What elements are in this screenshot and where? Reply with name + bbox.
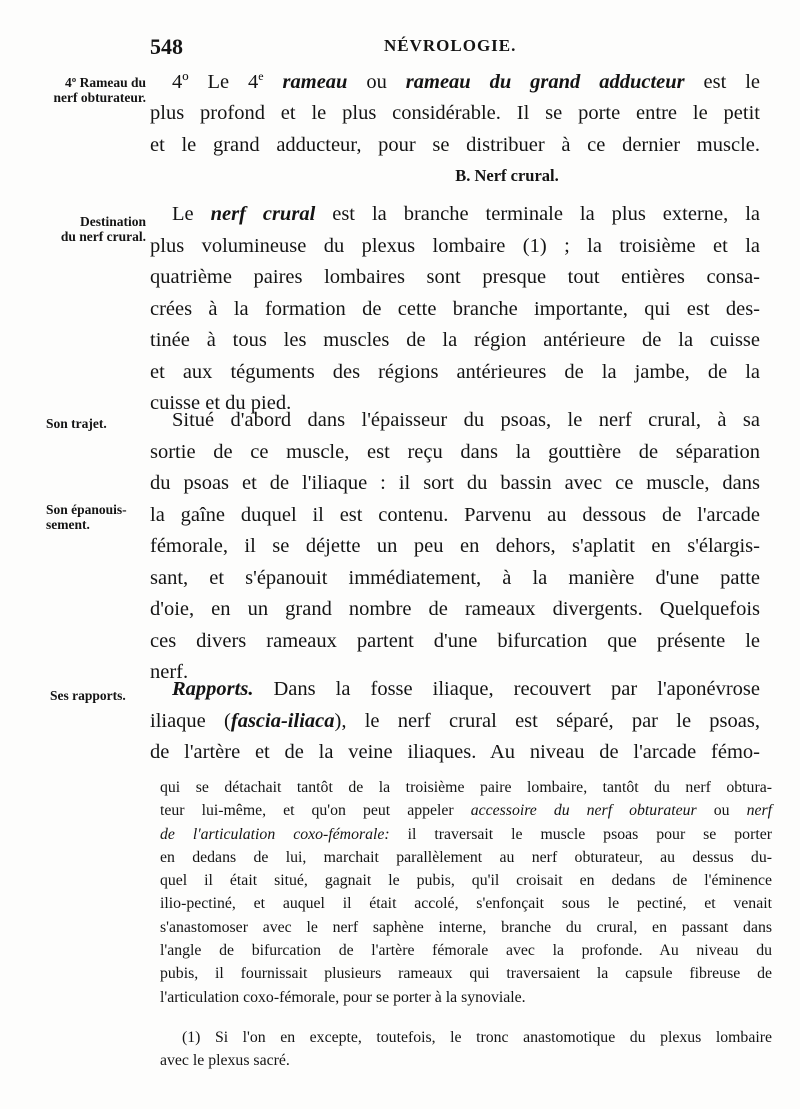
text-line: Le nerf crural est la branche terminale la plus externe, la — [172, 203, 761, 225]
paragraph-rameau-grand-adducteur — [150, 61, 760, 161]
note-line: teur lui-même, et qu'on peut appeler accessoire du nerf obturateur ou nerf — [160, 802, 773, 820]
text-line: cuisse et du pied. — [150, 392, 292, 414]
note-line: qui se détachait tantôt de la troisième paire lombaire, tantôt du nerf obtura- — [160, 779, 772, 796]
text-line: et aux téguments des régions antérieures de la jambe, de la — [150, 360, 760, 383]
text-line: 4º Le 4e rameau ou rameau du grand adducteur est le — [172, 69, 761, 93]
paragraph-trajet — [150, 405, 760, 689]
text-line: Rapports. Dans la fosse iliaque, recouvert par l'aponévrose — [172, 678, 761, 700]
footnote — [160, 1026, 772, 1073]
running-title: NÉVROLOGIE. — [384, 36, 517, 55]
text-line: plus profond et le plus considérable. Il se porte entre le petit — [150, 102, 760, 125]
margin-note-destination: Destination du nerf crural. — [60, 214, 146, 244]
text-line: et le grand adducteur, pour se distribuer à ce dernier muscle. — [150, 133, 760, 156]
note-line: pubis, il fournissait plusieurs rameaux qui traversaient la capsule fibreuse de — [160, 965, 772, 983]
margin-note-epanouissement: Son épanouis- sement. — [46, 502, 127, 532]
text-line: fémorale, il se déjette un peu en dehors, s'aplatit en s'élargis- — [150, 535, 760, 557]
margin-note-trajet: Son trajet. — [46, 416, 107, 431]
text-line: d'oie, en un grand nombre de rameaux divergents. Quelquefois — [150, 598, 760, 620]
text-line: ces divers rameaux partent d'une bifurcation que présente le — [150, 629, 760, 652]
margin-note-rapports: Ses rapports. — [50, 688, 126, 703]
note-line: en dedans de lui, marchait parallèlement au nerf obturateur, au dessus du- — [160, 848, 772, 866]
note-line: quel il était situé, gagnait le pubis, qu'il croisait en dedans de l'éminence — [160, 872, 772, 890]
text-line: Situé d'abord dans l'épaisseur du psoas, le nerf crural, à sa — [172, 409, 760, 431]
note-line: ilio-pectiné, et auquel il était accolé, s'enfonçait sous le pectiné, et venait — [160, 895, 772, 913]
running-header — [0, 34, 800, 60]
text-line: crées à la formation de cette branche importante, qui est des- — [150, 297, 760, 320]
note-line: s'anastomoser avec le nerf saphène interne, branche du crural, en passant dans — [160, 918, 772, 936]
footnote-line: (1) Si l'on en excepte, toutefois, le tronc anastomotique du plexus lombaire — [182, 1029, 772, 1046]
text-line: sant, et s'épanouit immédiatement, à la manière d'une patte — [150, 566, 760, 589]
paragraph-rapports — [150, 674, 760, 769]
paragraph-destination — [150, 199, 760, 420]
text-line: du psoas et de l'iliaque : il sort du bassin avec ce muscle, dans — [150, 472, 760, 494]
text-line: quatrième paires lombaires sont presque tout entières consa- — [150, 266, 760, 288]
continued-note — [160, 776, 772, 1009]
footnote-line: avec le plexus sacré. — [160, 1052, 290, 1070]
margin-note-rameau: 4º Rameau du nerf obturateur. — [53, 75, 146, 105]
text-line: iliaque (fascia-iliaca), le nerf crural est séparé, par le psoas, — [150, 709, 760, 732]
text-line: nerf. — [150, 661, 189, 683]
section-heading: B. Nerf crural. — [455, 166, 559, 185]
text-line: la gaîne duquel il est contenu. Parvenu au dessous de l'arcade — [150, 503, 760, 526]
text-line: plus volumineuse du plexus lombaire (1) ; la troisième et la — [150, 234, 760, 257]
text-line: de l'artère et de la veine iliaques. Au niveau de l'arcade fémo- — [150, 741, 760, 763]
note-line: de l'articulation coxo-fémorale: il traversait le muscle psoas pour se porter — [160, 825, 772, 843]
note-line: l'articulation coxo-fémorale, pour se porter à la synoviale. — [160, 988, 526, 1006]
note-line: l'angle de bifurcation de l'artère fémorale avec la profonde. Au niveau du — [160, 942, 772, 960]
text-line: sortie de ce muscle, est reçu dans la gouttière de séparation — [150, 440, 760, 463]
text-line: tinée à tous les muscles de la région antérieure de la cuisse — [150, 329, 760, 351]
page-number: 548 — [150, 34, 183, 59]
